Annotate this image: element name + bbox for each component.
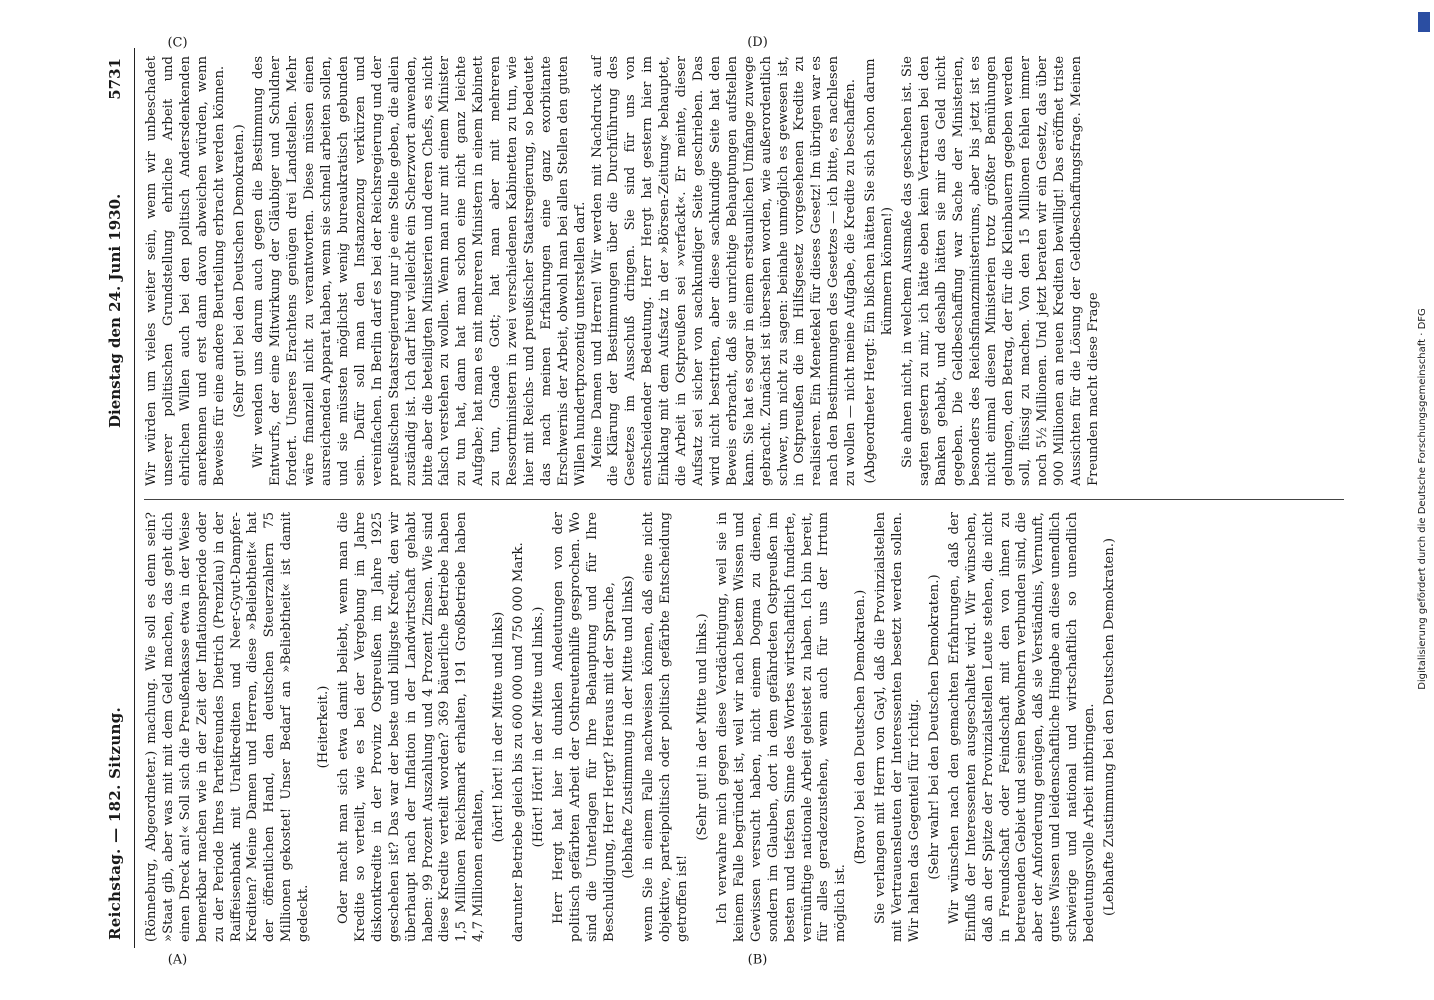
margin-marker-a: (A)	[167, 952, 188, 968]
page-number: 5731	[106, 58, 124, 100]
paragraph: Sie verlangen mit Herrn von Gayl, daß die Provinzialstellen mit Vertrauensleuten der Interessenten besetzt werden sollen. Wir halten das Gegenteil für richtig.	[873, 512, 922, 942]
interjection: (lebhafte Zustimmung in der Mitte und links)	[621, 575, 637, 879]
paragraph: Herr Hergt hat hier in dunklen Andeutungen von der politisch gefärbten Arbeit der Osthreutenhilfe gesprochen. Wo sind die Unterlagen für Ihre Behauptung und für Ihre Beschuldigung, Herr Hergt? Heraus mit der Sprache,	[550, 512, 617, 942]
left-column	[144, 512, 1122, 942]
interjection: (Sehr wahr! bei den Deutschen Demokraten.)	[926, 574, 942, 880]
interjection: (Sehr gut! bei den Deutschen Demokraten.)	[231, 124, 247, 418]
column-divider	[144, 499, 1344, 500]
margin-marker-b: (B)	[747, 952, 768, 968]
page-header	[100, 48, 135, 948]
right-column	[144, 56, 1103, 486]
paragraph: Wir wenden uns darum auch gegen die Bestimmung des Entwurfs, der eine Mitwirkung der Gläubiger und Schuldner fordert. Unseres Erachtens genügen drei Landstellen. Mehr wäre finanziell nicht zu verantworten. Diese müssen einen ausreichenden Apparat haben, wenn sie schnell arbeiten sollen, und sie müssten möglichst wenig bureaukratisch gebunden sein. Dafür soll man den Instanzenzug verkürzen und vereinfachen. In Berlin darf es bei der Reichsregierung und der preußischen Staatsregierung nur je eine Stelle geben, die allein zuständig ist. Ich darf hier vielleicht ein Scherzwort anwenden, bitte aber die beteiligten Ministerien und deren Chefs, es nicht falsch verstehen zu wollen. Wenn man nur mit einem Minister zu tun hat, dann hat man schon eine nicht ganz leichte Aufgabe; hat man es mit mehreren Ministern in einem Kabinett zu tun, Gnade Gott; hat man aber mit mehreren Ressortministern in zwei verschiedenen Kabinetten zu tun, wie hier mit Reichs- und preußischer Staatsregierung, so bedeutet das nach meinen Erfahrungen eine ganz exorbitante Erschwernis der Arbeit, obwohl man bei allen Stellen den guten Willen hundertprozentig unterstellen darf.	[251, 56, 588, 486]
header-date: Dienstag den 24. Juni 1930.	[106, 193, 124, 428]
paragraph: Ich verwahre mich gegen diese Verdächtigung, weil sie in keinem Falle begründet ist, weil wir nach bestem Wissen und Gewissen versucht haben, nicht einem Dogma zu dienen, sondern im Glauben, dort in dem gefährdeten Ostpreußen im besten und tiefsten Sinne des Wortes wirtschaftlich fundierte, vernünftige nationale Arbeit geleistet zu haben. Ich bin bereit, für alles geradezustehen, wenn auch für uns der Irrtum möglich ist.	[715, 512, 849, 942]
paragraph: Meine Damen und Herren! Wir werden mit Nachdruck auf die Klärung der Bestimmungen über die Durchführung des Gesetzes im Ausschuß dringen. Sie sind für uns von entscheidender Bedeutung. Herr Hergt hat gestern hier im Einklang mit dem Aufsatz in der »Börsen-Zeitung« behauptet, die Arbeit in Ostpreußen sei »verfackt«. Er meinte, dieser Aufsatz sei sicher von sachkundiger Seite geschrieben. Das wird nicht bestritten, aber diese sachkundige Seite hat den Beweis erbracht, daß sie unrichtige Behauptungen aufstellen kann. Sie hat es sogar in einem erstaunlichen Umfange zuwege gebracht. Zunächst ist übersehen worden, wie außerordentlich schwer, um nicht zu sagen: beinahe unmöglich es gewesen ist, in Ostpreußen die im Hilfsgesetz vorgesehenen Kredite zu realisieren. Ein Menetekel für dieses Gesetz! Im übrigen war es nach den Bestimmungen des Gesetzes — ich bitte, es nachlesen zu wollen — nicht meine Aufgabe, die Kredite zu beschaffen.	[589, 56, 859, 486]
paragraph: Sie ahnen nicht, in welchem Ausmaße das geschehen ist. Sie sagten gestern zu mir, ich hätte eben kein Vertrauen bei den Banken gehabt, und deshalb hätten sie mir das Geld nicht gegeben. Die Geldbeschaffung war Sache der Ministerien, besonders des Reichsfinanzministeriums, aber bis jetzt ist es nicht einmal diesen Ministerien trotz größter Bemühungen gelungen, den Betrag, der für die Kleinbauern gegeben werden soll, flüssig zu machen. Von den 15 Millionen fehlen immer noch 5½ Millionen. Und jetzt beraten wir ein Gesetz, das über 900 Millionen an neuen Krediten bewilligt! Das eröffnet triste Aussichten für die Lösung der Geldbeschaffungsfrage. Meinen Freunden macht diese Frage	[899, 56, 1101, 486]
paragraph: (Rönneburg, Abgeordneter.) machung. Wie soll es denn sein? »Staat gib, aber was mit mit dem Geld machen, das geht dich einen Dreck an!« Soll sich die Preußenkasse etwa in der Weise bemerkbar machen wie in der Zeit der Inflationsperiode oder zu der Periode Ihres Parteifreundes Dietrich (Prenzlau) in der Raiffeisenbank mit Uraltkrediten und Neer-Gyut-Dampfer-Krediten? Meine Damen und Herren, diese »Beliebtheit« hat der öffentlichen Hand, den deutschen Steuerzahlern 75 Millionen gekostet! Unser Bedarf an »Beliebtheit« ist damit gedeckt.	[144, 512, 312, 942]
interjection: (Bravo! bei den Deutschen Demokraten.)	[853, 589, 869, 865]
header-session: Reichstag. — 182. Sitzung.	[106, 706, 124, 940]
paragraph: wenn Sie in einem Falle nachweisen können, daß eine nicht objektive, parteipolitisch oder politisch gefärbte Entscheidung getroffen ist!	[641, 512, 691, 942]
dfg-sidebar	[1416, 6, 1432, 992]
dfg-credit: Digitalisierung gefördert durch die Deutsche Forschungsgemeinschaft · DFG	[1417, 308, 1428, 690]
interjection: (Sehr gut! in der Mitte und links.)	[695, 613, 711, 841]
interjection: (Heiterkeit.)	[316, 685, 332, 769]
interjection: (Lebhafte Zustimmung bei den Deutschen Demokraten.)	[1101, 537, 1117, 917]
paragraph: darunter Betriebe gleich bis zu 600 000 und 750 000 Mark.	[511, 542, 527, 942]
interjection: (Hört! Hört! in der Mitte und links.)	[530, 606, 546, 848]
paragraph: Oder macht man sich etwa damit beliebt, wenn man die Kredite so verteilt, wie es bei der Vergebung im Jahre diskontkredite in der Provinz Ostpreußen im Jahre 1925 geschehen ist? Das war der beste und billigste Kredit, den wir überhaupt nach der Inflation in der Landwirtschaft gehabt haben: 99 Prozent Auszahlung und 4 Prozent Zinsen. Wie sind diese Kredite verteilt worden? 369 bäuerliche Betriebe haben 1,5 Millionen Reichsmark erhalten, 191 Großbetriebe haben 4,7 Millionen erhalten,	[335, 512, 487, 942]
document-page	[100, 35, 1350, 968]
paragraph: Wir würden um vieles weiter sein, wenn wir unbeschadet unserer politischen Grundstellung ehrliche Arbeit und ehrlichen Willen auch bei den politisch Andersdenkenden anerkennen und erst dann davon abweichen würden, wenn Beweise für eine andere Beurteilung erbracht werden können.	[144, 56, 227, 486]
margin-marker-c: (C)	[167, 35, 188, 51]
interjection: (hört! hört! in der Mitte und links)	[491, 611, 507, 843]
margin-marker-d: (D)	[747, 35, 768, 51]
interjection: (Abgeordneter Hergt: Ein bißchen hätten Sie sich schon darum kümmern können!)	[863, 58, 895, 484]
paragraph: Wir wünschen nach den gemachten Erfahrungen, daß der Einfluß der Interessenten ausgeschaltet wird. Wir wünschen, daß an der Spitze der Provinzialstellen Leute stehen, die nicht in Freundschaft oder Feindschaft mit den von ihnen zu betreuenden Gebiet und seinen Bewohnern verbunden sind, die aber der Anforderung genügen, daß sie Verständnis, Vernunft, gutes Wissen und leidenschaftliche Hingabe an diese unendlich schwierige und national und wirtschaftlich so unendlich bedeutungsvolle Arbeit mitbringen.	[946, 512, 1098, 942]
